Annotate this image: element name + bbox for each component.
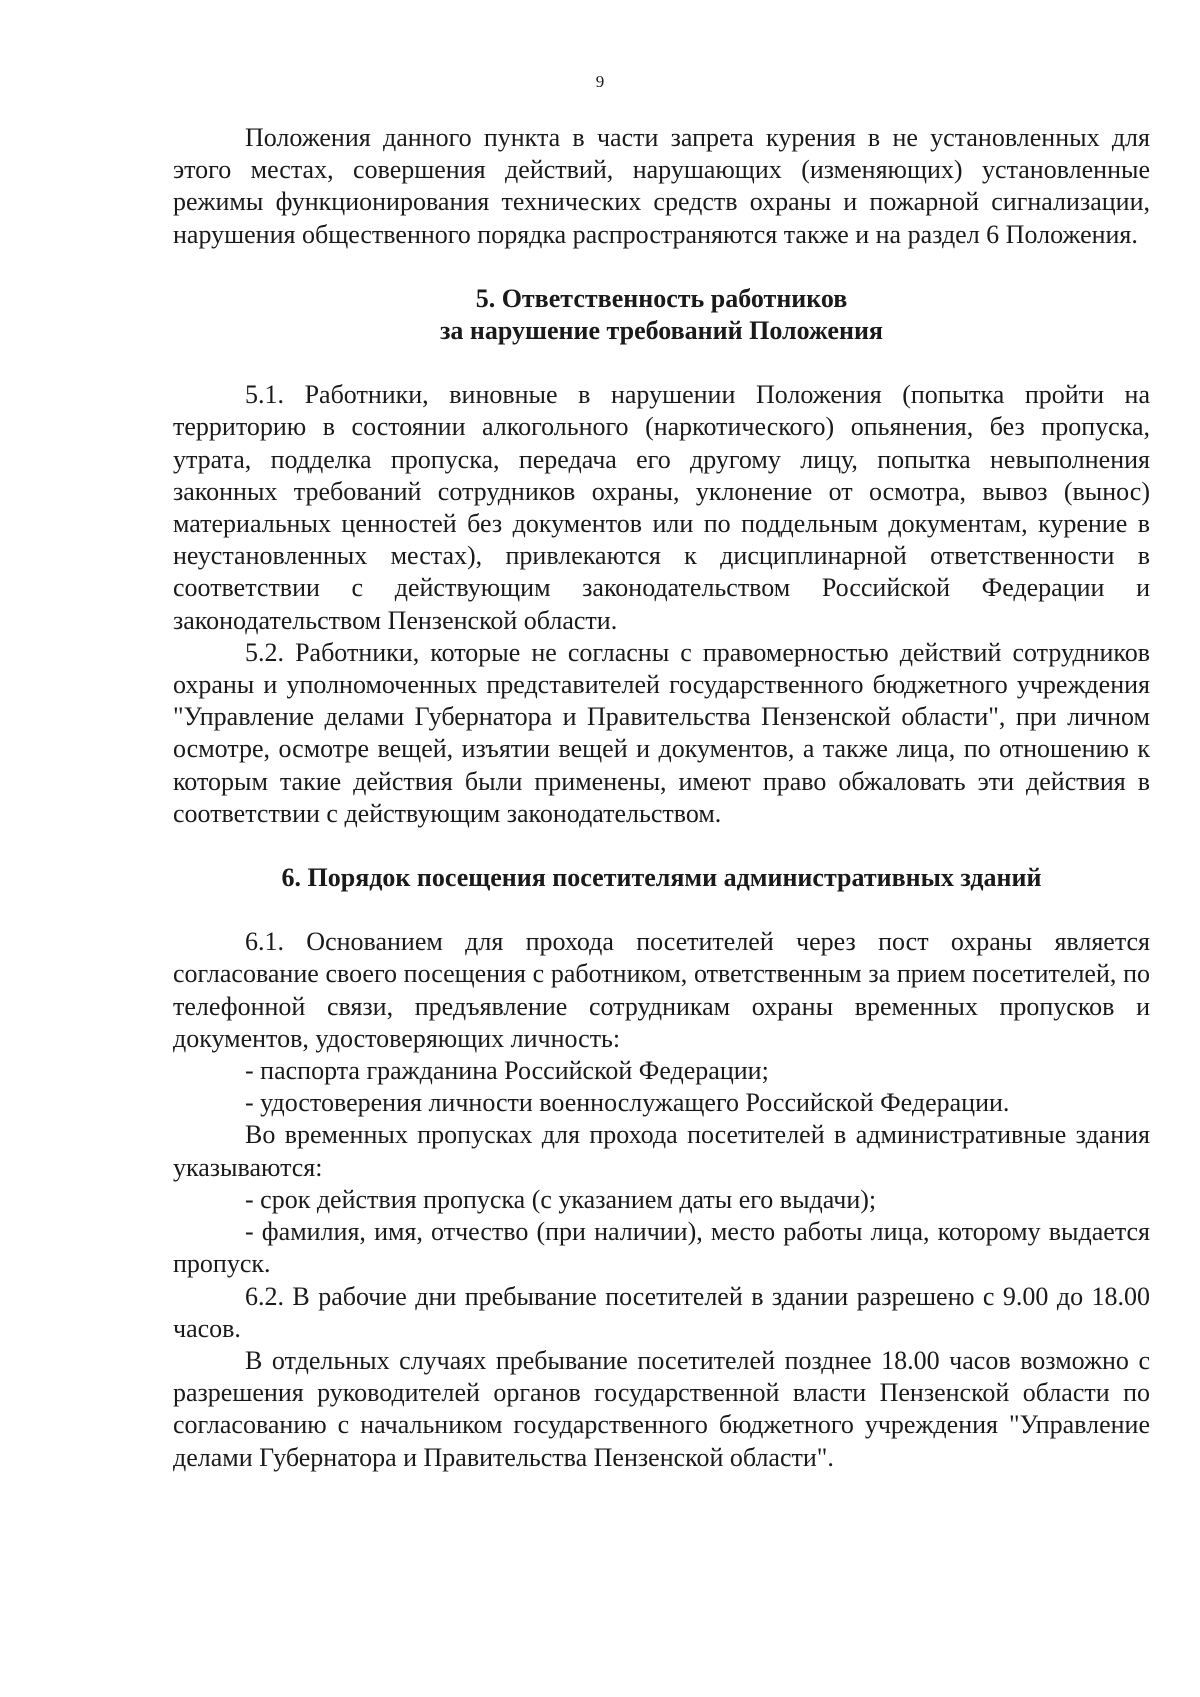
list-item: - фамилия, имя, отчество (при наличии), место работы лица, которому выдается пропуск. xyxy=(173,1217,1150,1279)
list-item: - удостоверения личности военнослужащего Российской Федерации. xyxy=(245,1088,1010,1118)
document-body xyxy=(173,122,1150,1474)
paragraph-6-1-passes: Во временных пропусках для прохода посетителей в административные здания указываются: xyxy=(173,1120,1150,1182)
section-5-title-line-2: за нарушение требований Положения xyxy=(439,316,883,346)
list-item: - паспорта гражданина Российской Федерации; xyxy=(245,1056,769,1086)
spacer xyxy=(173,830,1150,862)
spacer xyxy=(173,347,1150,379)
page-number: 9 xyxy=(595,72,605,91)
intro-paragraph: Положения данного пункта в части запрета курения в не установленных для этого местах, совершения действий, нарушающих (изменяющих) установленные режимы функционирования технических средств охраны и пожарной сигнализации, нарушения общественного порядка распространяются также и на раздел 6 Положения. xyxy=(173,123,1150,249)
spacer xyxy=(173,894,1150,926)
section-5-title-line-1: 5. Ответственность работников xyxy=(475,283,848,313)
paragraph-6-1: 6.1. Основанием для прохода посетителей через пост охраны является согласование своего посещения с работником, ответственным за прием посетителей, по телефонной связи, предъявление сотрудникам охраны временных пропусков и документов, удостоверяющих личность: xyxy=(173,927,1150,1053)
section-6-title: 6. Порядок посещения посетителями административных зданий xyxy=(281,863,1042,893)
spacer xyxy=(173,251,1150,283)
paragraph-5-1: 5.1. Работники, виновные в нарушении Положения (попытка пройти на территорию в состоянии алкогольного (наркотического) опьянения, без пропуска, утрата, подделка пропуска, передача его другому лицу, попытка невыполнения законных требований сотрудников охраны, уклонение от осмотра, вывоз (вынос) материальных ценностей без документов или по поддельным документам, курение в неустановленных местах), привлекаются к дисциплинарной ответственности в соответствии с действующим законодательством Российской Федерации и законодательством Пензенской области. xyxy=(173,380,1150,635)
paragraph-5-2: 5.2. Работники, которые не согласны с правомерностью действий сотрудников охраны и уполномоченных представителей государственного бюджетного учреждения "Управление делами Губернатора и Правительства Пензенской области", при личном осмотре, осмотре вещей, изъятии вещей и документов, а также лица, по отношению к которым такие действия были применены, имеют право обжаловать эти действия в соответствии с действующим законодательством. xyxy=(173,637,1150,828)
paragraph-6-2: 6.2. В рабочие дни пребывание посетителей в здании разрешено с 9.00 до 18.00 часов. xyxy=(173,1281,1150,1343)
section-5-heading xyxy=(173,283,1150,347)
list-item: - срок действия пропуска (с указанием даты его выдачи); xyxy=(245,1184,877,1214)
paragraph-6-2-exceptions: В отдельных случаях пребывание посетителей позднее 18.00 часов возможно с разрешения руководителей органов государственной власти Пензенской области по согласованию с начальником государственного бюджетного учреждения "Управление делами Губернатора и Правительства Пензенской области". xyxy=(173,1345,1150,1472)
